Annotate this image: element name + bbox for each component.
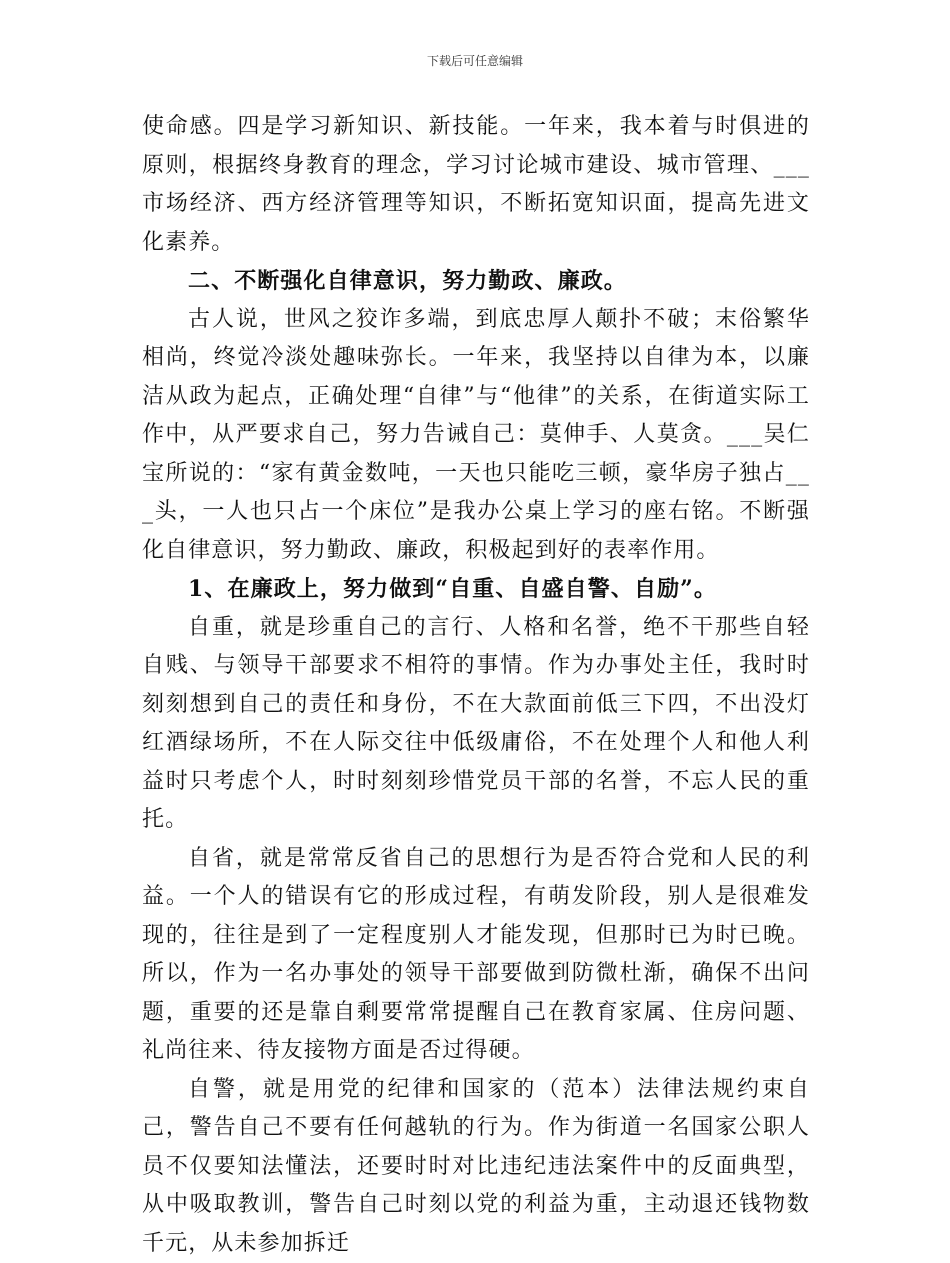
document-body bbox=[142, 108, 810, 1263]
paragraph-6: 自省，就是常常反省自己的思想行为是否符合党和人民的利益。一个人的错误有它的形成过程，有萌发阶段，别人是很难发现的，往往是到了一定程度别人才能发现，但那时已为时已晚。所以，作为一名办事处的领导干部要做到防微杜渐，确保不出问题，重要的还是靠自剩要常常提醒自己在教育家属、住房问题、礼尚往来、待友接物方面是否过得硬。 bbox=[142, 840, 810, 1071]
section-heading-2: 二、不断强化自律意识，努力勤政、廉政。 bbox=[142, 262, 810, 301]
paragraph-3: 古人说，世风之狡诈多端，到底忠厚人颠扑不破；末俗繁华相尚，终觉冷淡处趣味弥长。一年来，我坚持以自律为本，以廉洁从政为起点，正确处理“自律”与“他律”的关系，在街道实际工作中，从严要求自己，努力告诫自己：莫伸手、人莫贪。___吴仁宝所说的：“家有黄金数吨，一天也只能吃三顿，豪华房子独占___头，一人也只占一个床位”是我办公桌上学习的座右铭。不断强化自律意识，努力勤政、廉政，积极起到好的表率作用。 bbox=[142, 301, 810, 571]
paragraph-7: 自警，就是用党的纪律和国家的（范本）法律法规约束自己，警告自己不要有任何越轨的行为。作为街道一名国家公职人员不仅要知法懂法，还要时时对比违纪违法案件中的反面典型，从中吸取教训，警告自己时刻以党的利益为重，主动退还钱物数千元，从未参加拆迁 bbox=[142, 1071, 810, 1263]
paragraph-1: 使命感。四是学习新知识、新技能。一年来，我本着与时俱进的原则，根据终身教育的理念，学习讨论城市建设、城市管理、___市场经济、西方经济管理等知识，不断拓宽知识面，提高先进文化素养。 bbox=[142, 108, 810, 262]
paragraph-5: 自重，就是珍重自己的言行、人格和名誉，绝不干那些自轻自贱、与领导干部要求不相符的事情。作为办事处主任，我时时刻刻想到自己的责任和身份，不在大款面前低三下四，不出没灯红酒绿场所，不在人际交往中低级庸俗，不在处理个人和他人利益时只考虑个人，时时刻刻珍惜党员干部的名誉，不忘人民的重托。 bbox=[142, 609, 810, 840]
subsection-heading-1: 1、在廉政上，努力做到“自重、自盛自警、自励”。 bbox=[142, 570, 810, 609]
page-header: 下载后可任意编辑 bbox=[0, 52, 950, 69]
